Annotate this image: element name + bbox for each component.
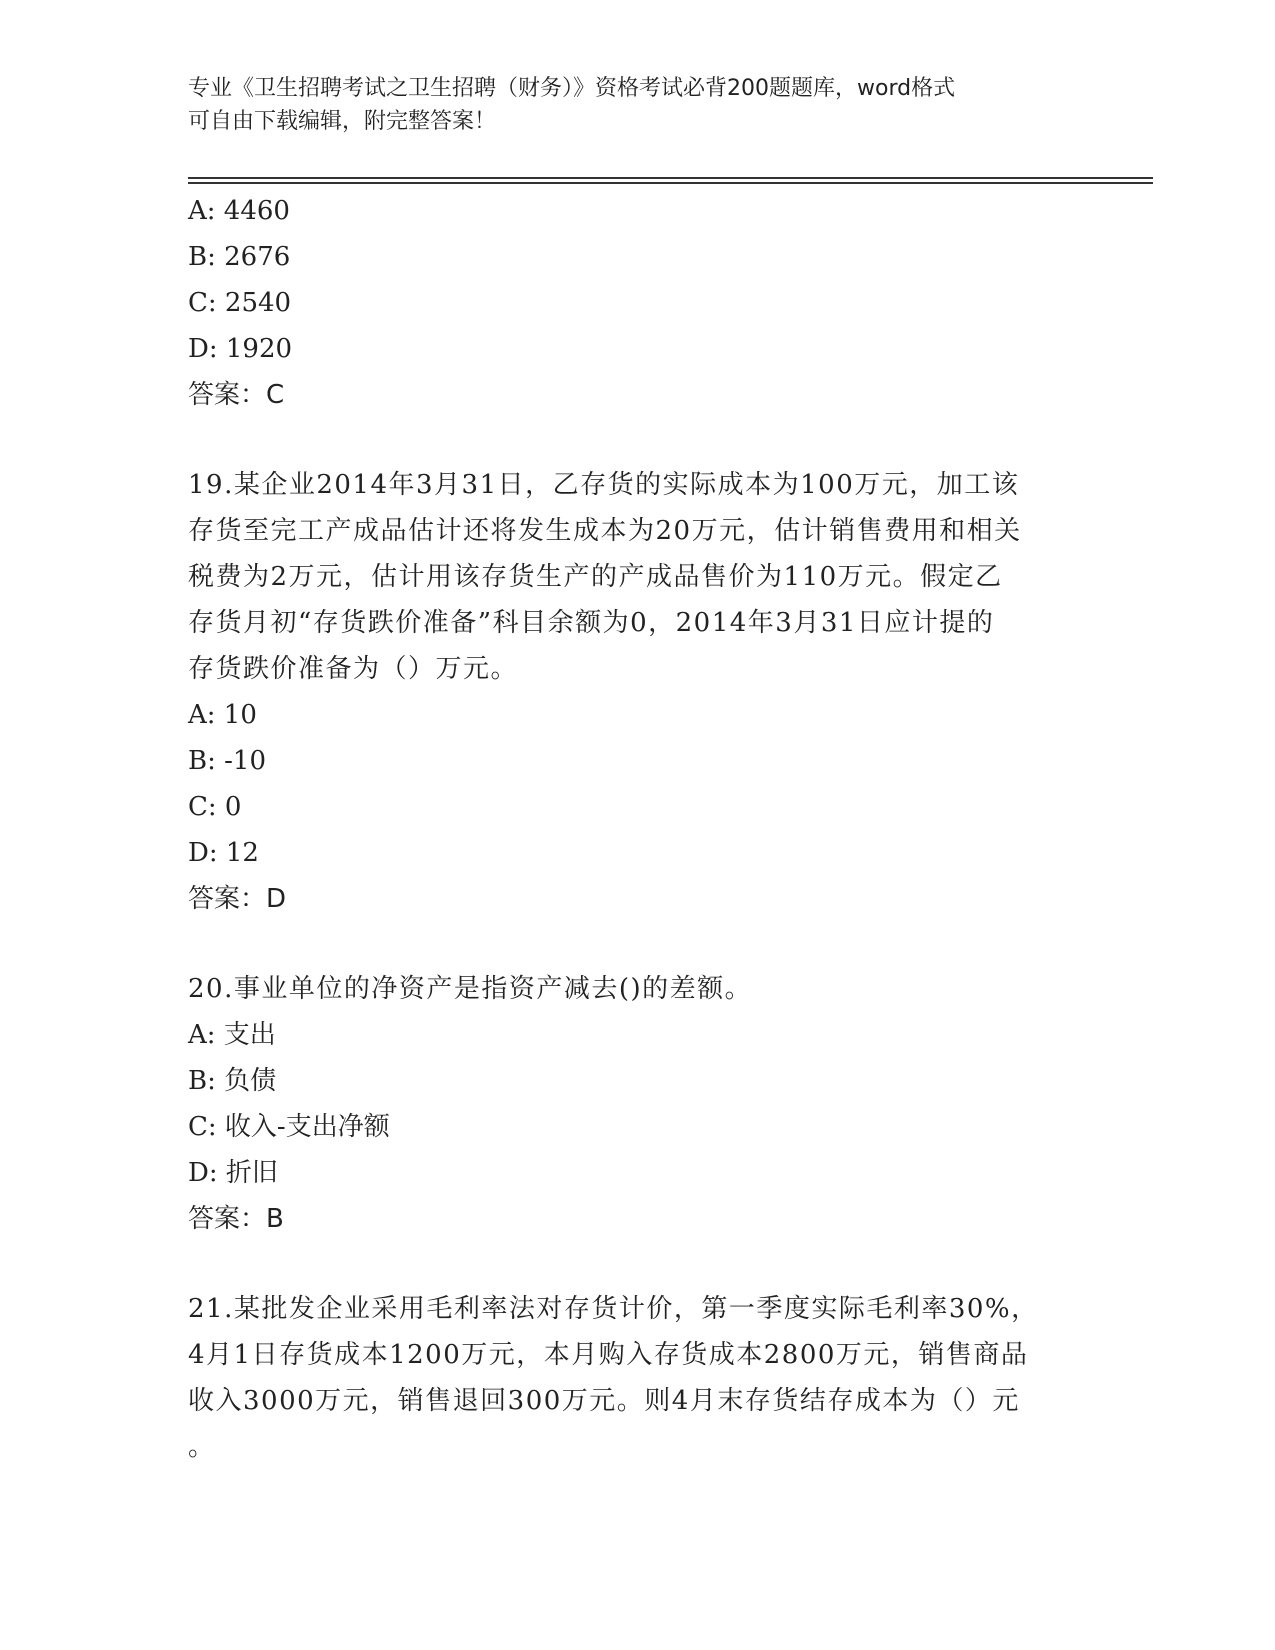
question-18-tail bbox=[188, 188, 1088, 418]
question-21 bbox=[188, 1286, 1088, 1470]
question-stem bbox=[188, 966, 1088, 1012]
option-c: C: 2540 bbox=[188, 288, 292, 318]
option-c: C: 收入-支出净额 bbox=[188, 1112, 390, 1142]
option-d: D: 1920 bbox=[188, 334, 293, 364]
stem-line: 19.某企业2014年3月31日，乙存货的实际成本为100万元，加工该 bbox=[188, 470, 1020, 500]
option-b: B: -10 bbox=[188, 746, 266, 776]
stem-line: 4月1日存货成本1200万元，本月购入存货成本2800万元，销售商品 bbox=[188, 1340, 1029, 1370]
stem-line: 21.某批发企业采用毛利率法对存货计价，第一季度实际毛利率30%， bbox=[188, 1294, 1039, 1324]
option-d: D: 折旧 bbox=[188, 1158, 278, 1188]
document-header bbox=[188, 72, 1068, 138]
option-a: A: 10 bbox=[188, 700, 257, 730]
stem-line: 存货至完工产成品估计还将发生成本为20万元，估计销售费用和相关 bbox=[188, 516, 1022, 546]
stem-line: 20.事业单位的净资产是指资产减去()的差额。 bbox=[188, 974, 753, 1004]
spacer bbox=[188, 418, 1088, 462]
question-stem bbox=[188, 1286, 1088, 1470]
spacer bbox=[188, 922, 1088, 966]
stem-line: 存货跌价准备为（）万元。 bbox=[188, 654, 519, 684]
option-d: D: 12 bbox=[188, 838, 259, 868]
answer-line: 答案：D bbox=[188, 884, 287, 914]
question-stem bbox=[188, 462, 1088, 692]
stem-line: 存货月初“存货跌价准备”科目余额为0，2014年3月31日应计提的 bbox=[188, 608, 995, 638]
header-divider-top bbox=[188, 177, 1153, 179]
spacer bbox=[188, 1242, 1088, 1286]
option-b: B: 2676 bbox=[188, 242, 291, 272]
option-a: A: 支出 bbox=[188, 1020, 276, 1050]
answer-line: 答案：B bbox=[188, 1204, 284, 1234]
question-19 bbox=[188, 462, 1088, 922]
header-title-line-2: 可自由下载编辑，附完整答案！ bbox=[188, 109, 497, 134]
header-divider-bottom bbox=[188, 182, 1153, 184]
stem-line: 收入3000万元，销售退回300万元。则4月末存货结存成本为（）元 bbox=[188, 1386, 1020, 1416]
header-title-line-1: 专业《卫生招聘考试之卫生招聘（财务）》资格考试必背200题题库，word格式 bbox=[188, 76, 956, 101]
stem-line: 税费为2万元，估计用该存货生产的产成品售价为110万元。假定乙 bbox=[188, 562, 1003, 592]
option-c: C: 0 bbox=[188, 792, 242, 822]
answer-line: 答案：C bbox=[188, 380, 285, 410]
question-20 bbox=[188, 966, 1088, 1242]
question-list bbox=[188, 188, 1088, 1470]
option-a: A: 4460 bbox=[188, 196, 290, 226]
option-b: B: 负债 bbox=[188, 1066, 277, 1096]
stem-line: 。 bbox=[188, 1432, 216, 1462]
